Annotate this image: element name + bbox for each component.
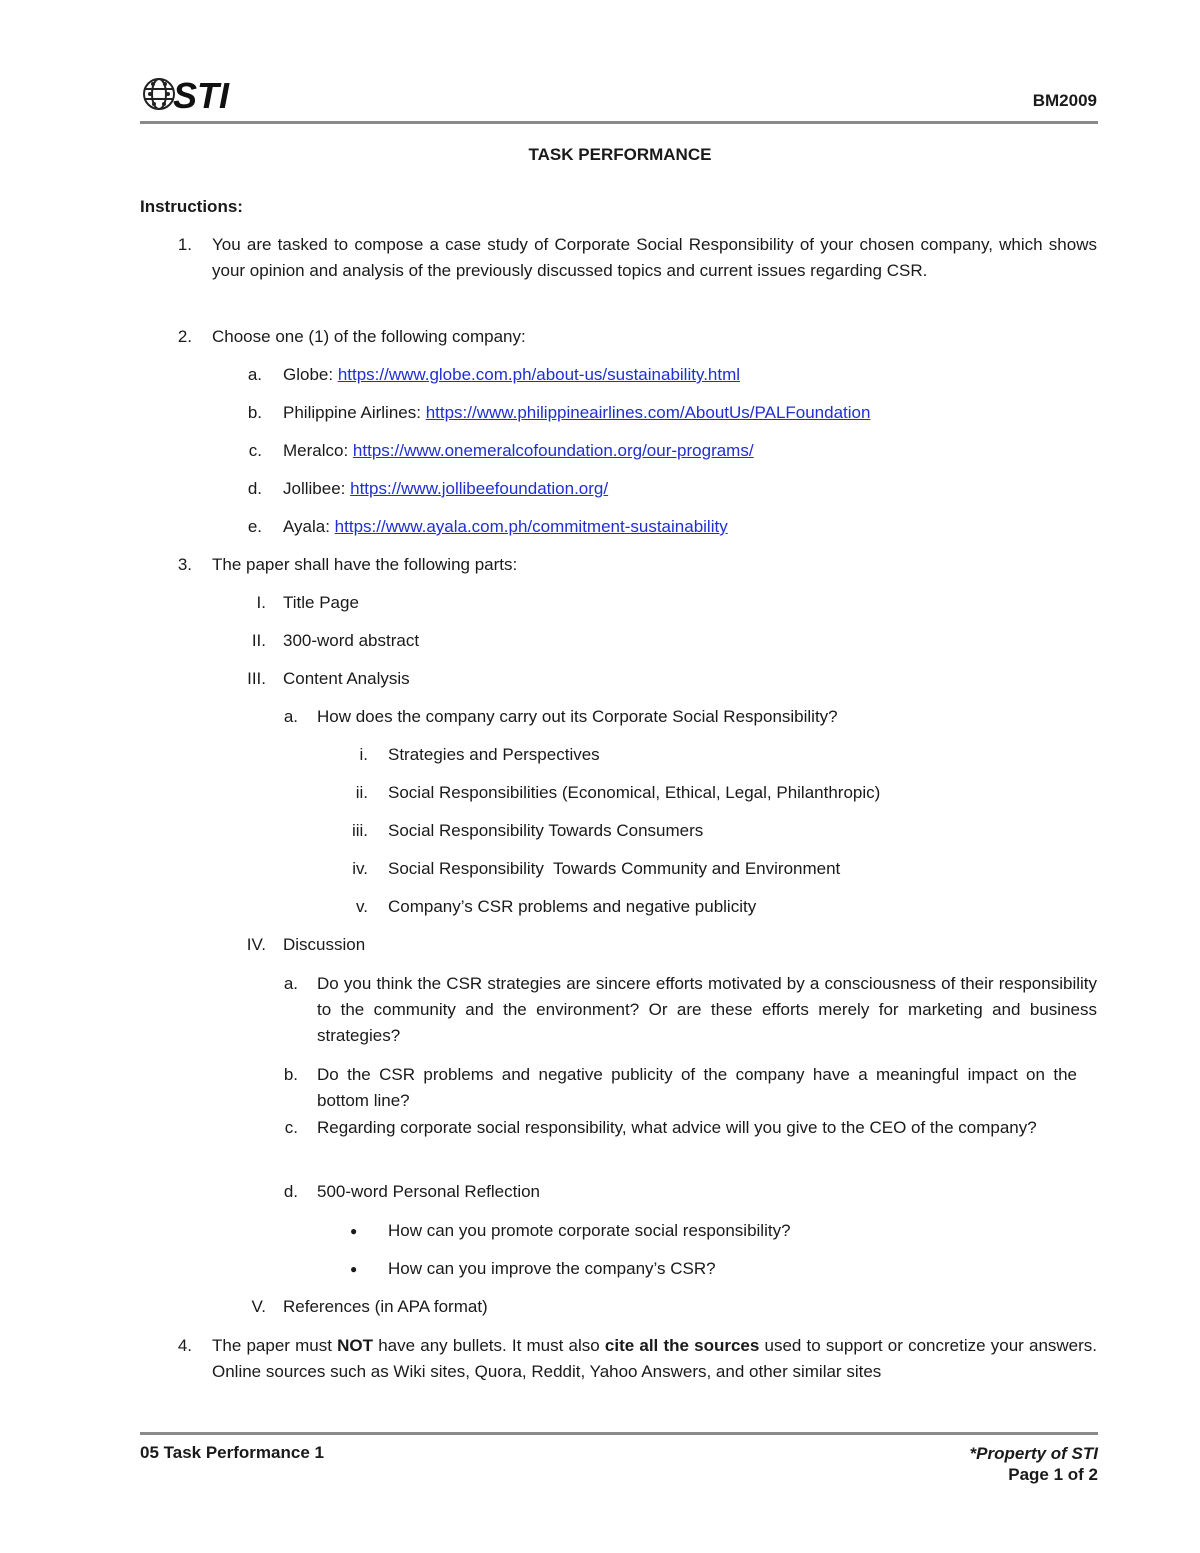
subitem-ii-numeral: ii. — [355, 783, 368, 802]
item-1-text: You are tasked to compose a case study of Corporate Social Responsibility of your chosen company, which shows your opinion and analysis of the previously discussed topics and current issues regarding CSR. — [212, 235, 1097, 280]
company-name: Meralco: — [283, 441, 353, 460]
part-4-numeral: IV. — [246, 935, 266, 954]
globe-icon — [144, 79, 174, 109]
company-name: Philippine Airlines: — [283, 403, 426, 422]
discussion-b-text: Do the CSR problems and negative publicity of the company have a meaningful impact on the bottom line? — [317, 1065, 1077, 1110]
discussion-c-letter: c. — [284, 1118, 298, 1137]
reflection-bullet-2: How can you improve the company’s CSR? — [388, 1259, 716, 1278]
item-4-not: NOT — [337, 1336, 374, 1355]
footer-right — [970, 1443, 1098, 1485]
discussion-a-letter: a. — [283, 974, 298, 993]
item-1-number: 1. — [177, 235, 192, 254]
footer-page-number: Page 1 of 2 — [1008, 1465, 1098, 1484]
item-2-number: 2. — [177, 327, 192, 346]
company-c — [283, 438, 754, 464]
part-5-text: References (in APA format) — [283, 1297, 488, 1316]
jollibee-link[interactable]: https://www.jollibeefoundation.org/ — [350, 479, 609, 498]
pal-link[interactable]: https://www.philippineairlines.com/AboutUs/PALFoundation — [425, 403, 871, 422]
discussion-a-text: Do you think the CSR strategies are sincere efforts motivated by a consciousness of their responsibility to the community and the environment? Or are these efforts merely for marketing and business strategies? — [317, 974, 1097, 1045]
footer-rule — [140, 1432, 1098, 1435]
part-4-text: Discussion — [283, 935, 366, 954]
subitem-iii-numeral: iii. — [351, 821, 368, 840]
part-1-numeral: I. — [256, 593, 266, 612]
reflection-bullet-1: How can you promote corporate social responsibility? — [388, 1221, 791, 1240]
subitem-iv-numeral: iv. — [352, 859, 368, 878]
subitem-i-text: Strategies and Perspectives — [388, 745, 600, 764]
meralco-link[interactable]: https://www.onemeralcofoundation.org/our-programs/ — [352, 441, 754, 460]
company-name: Ayala: — [283, 517, 335, 536]
item-4-seg: used to support or concretize your answers. Online sources such as Wiki sites, Quora, Reddit, Yahoo Answers, and other similar sites — [212, 1336, 1098, 1381]
part-2-text: 300-word abstract — [283, 631, 420, 650]
item-3-text: The paper shall have the following parts: — [212, 555, 518, 574]
subitem-iv-text: Social Responsibility Towards Community and Environment — [388, 859, 841, 878]
discussion-d-text: 500-word Personal Reflection — [317, 1182, 541, 1201]
header-rule — [140, 121, 1098, 124]
company-b — [283, 400, 870, 426]
discussion-c-text: Regarding corporate social responsibility, what advice will you give to the CEO of the company? — [317, 1118, 1037, 1137]
company-e — [283, 514, 728, 540]
company-c-letter: c. — [248, 441, 262, 460]
item-4-number: 4. — [177, 1336, 192, 1355]
content-analysis-question: How does the company carry out its Corporate Social Responsibility? — [317, 707, 838, 726]
ayala-link[interactable]: https://www.ayala.com.ph/commitment-sustainability — [334, 517, 728, 536]
bullet-icon: ● — [350, 1262, 358, 1276]
subitem-iii-text: Social Responsibility Towards Consumers — [388, 821, 704, 840]
globe-link[interactable]: https://www.globe.com.ph/about-us/sustainability.html — [337, 365, 741, 384]
logo-text: STI — [173, 75, 230, 114]
part-3-numeral: III. — [247, 669, 266, 688]
company-e-letter: e. — [247, 517, 262, 536]
company-d-letter: d. — [247, 479, 262, 498]
company-name: Jollibee: — [283, 479, 351, 498]
subitem-ii-text: Social Responsibilities (Economical, Ethical, Legal, Philanthropic) — [388, 783, 881, 802]
item-4-seg: have any bullets. It must also — [373, 1336, 605, 1355]
part-3-text: Content Analysis — [283, 669, 410, 688]
item-4-seg: The paper must — [212, 1336, 338, 1355]
discussion-d-letter: d. — [283, 1182, 298, 1201]
bullet-icon: ● — [350, 1224, 358, 1238]
part-1-text: Title Page — [283, 593, 359, 612]
company-b-letter: b. — [247, 403, 262, 422]
subitem-i-numeral: i. — [359, 745, 368, 764]
discussion-b-letter: b. — [283, 1065, 298, 1084]
company-a — [283, 362, 740, 388]
item-4-text — [212, 1333, 1097, 1385]
subitem-v-numeral: v. — [356, 897, 368, 916]
part-5-numeral: V. — [251, 1297, 266, 1316]
content-analysis-letter: a. — [283, 707, 298, 726]
sti-logo — [140, 70, 240, 114]
footer-property: *Property of STI — [969, 1444, 1098, 1463]
company-a-letter: a. — [247, 365, 262, 384]
company-d — [283, 476, 608, 502]
page-title: TASK PERFORMANCE — [528, 145, 712, 164]
subitem-v-text: Company’s CSR problems and negative publicity — [388, 897, 757, 916]
footer-doc-name: 05 Task Performance 1 — [140, 1443, 324, 1462]
item-4-cite: cite all the sources — [604, 1336, 760, 1355]
item-3-number: 3. — [177, 555, 192, 574]
company-name: Globe: — [283, 365, 338, 384]
course-code: BM2009 — [1032, 91, 1097, 110]
item-2-text: Choose one (1) of the following company: — [212, 327, 526, 346]
part-2-numeral: II. — [251, 631, 266, 650]
instructions-label: Instructions: — [140, 197, 243, 216]
